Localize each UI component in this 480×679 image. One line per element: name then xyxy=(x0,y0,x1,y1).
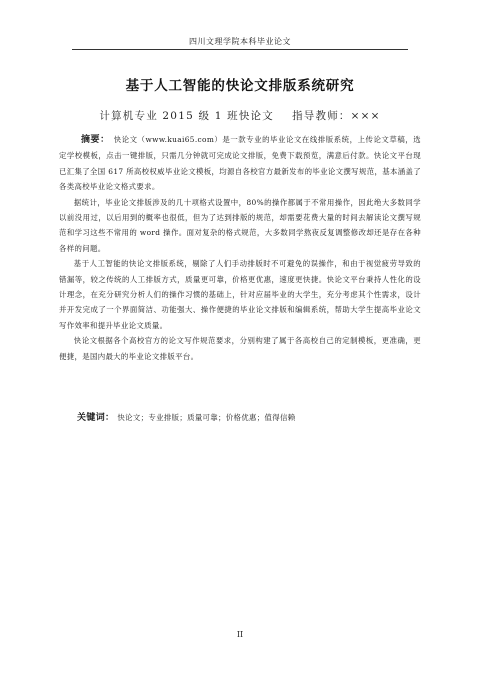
abstract-section xyxy=(59,132,421,364)
abstract-label: 摘要： xyxy=(81,135,110,145)
abstract-paragraph-4: 快论文根据各个高校官方的论文写作规范要求，分别构建了属于各高校自己的定制模板，更准确，更便捷，是国内最大的毕业论文排版平台。 xyxy=(59,336,421,361)
keywords-label: 关键词： xyxy=(77,413,115,423)
header-rule xyxy=(72,49,408,50)
running-header: 四川文理学院本科毕业论文 xyxy=(189,37,291,46)
abstract-paragraph-3: 基于人工智能的快论文排版系统，剔除了人们手动排版时不可避免的误操作，和由于视觉疲劳导致的错漏等，较之传统的人工排版方式，质量更可靠，价格更优惠，速度更快捷。快论文平台秉持人性化的设计理念，在充分研究分析人们的操作习惯的基础上，针对应届毕业的大学生，充分考虑其个性需求，设计并开发完成了一个界面简洁、功能强大、操作便捷的毕业论文排版和编辑系统，帮助大学生提高毕业论文写作效率和提升毕业论文质量。 xyxy=(59,259,421,330)
abstract-paragraph-1-text: 快论文（www.kuai65.com）是一款专业的毕业论文在线排版系统，上传论文草稿，选定学校模板，点击一键排版，只需几分钟就可完成论文排版，免费下载预览，满意后付款。快论文平台现已汇集了全国 617 所高校权威毕业论文模板，均源自各校官方最新发布的毕业论文撰写规范，基本涵盖了各类高校毕业论文格式要求。 xyxy=(59,135,421,192)
paper-title: 基于人工智能的快论文排版系统研究 xyxy=(125,78,355,94)
keywords-text: 快论文；专业排版；质量可靠；价格优惠；值得信赖 xyxy=(117,413,296,422)
abstract-paragraph-1 xyxy=(59,132,421,195)
abstract-paragraph-2: 据统计，毕业论文排版涉及的几十项格式设置中，80%的操作都属于不常用操作，因此绝大多数同学以前没用过，以后用到的概率也很低，但为了达到排版的规范，却需要花费大量的时间去解读论文撰写规范和学习这些不常用的 word 操作。面对复杂的格式规范，大多数同学熬夜反复调整修改却还是存在各种各样的问题。 xyxy=(59,197,421,253)
page-number: II xyxy=(236,630,244,639)
keywords-section xyxy=(59,410,421,423)
author-byline: 计算机专业 2015 级 1 班快论文 指导教师：××× xyxy=(99,110,381,122)
